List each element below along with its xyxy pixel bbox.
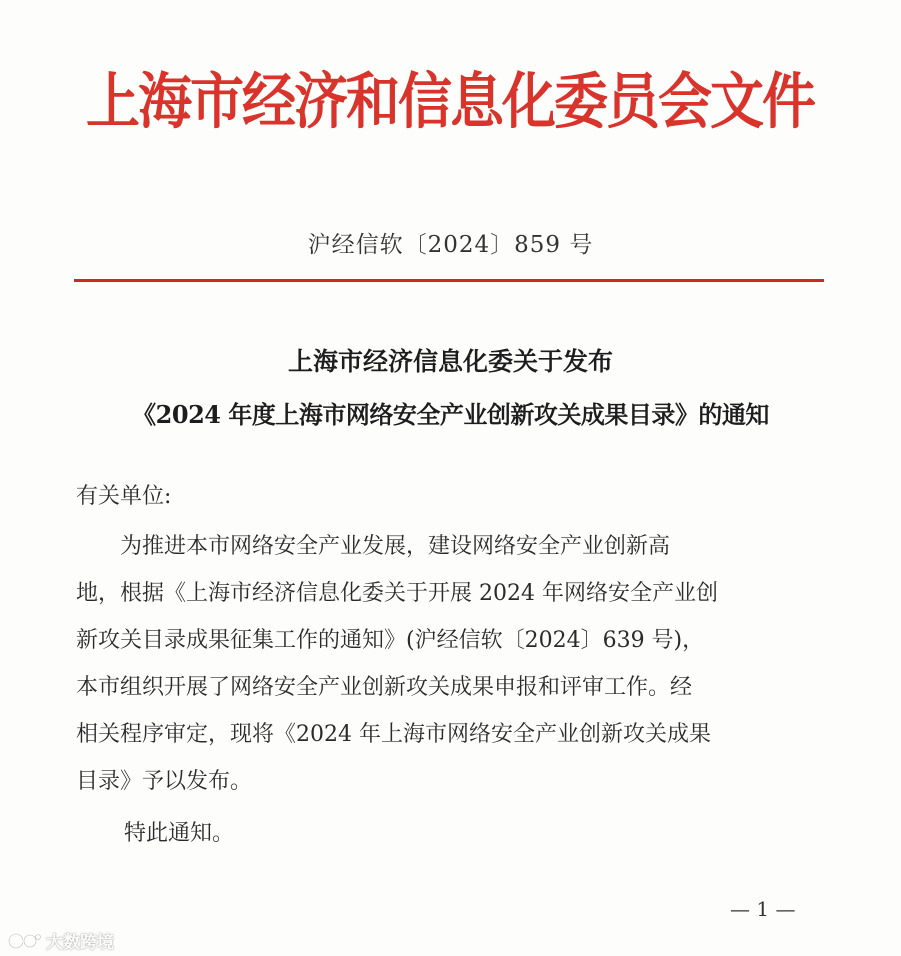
red-divider [74, 279, 824, 282]
notice-title-line-2: 《2024 年度上海市网络安全产业创新攻关成果目录》的通知 [132, 400, 769, 429]
body-line: 新攻关目录成果征集工作的通知》(沪经信软〔2024〕639 号)， [76, 628, 705, 653]
watermark-text: 大数跨境 [46, 933, 114, 953]
document-number: 沪经信软〔2024〕859 号 [307, 232, 594, 258]
notice-title-line-1: 上海市经济信息化委关于发布 [287, 347, 613, 376]
body-line: 目录》予以发布。 [76, 769, 253, 794]
issuer-masthead: 上海市经济和信息化委员会文件 [86, 66, 814, 137]
salutation: 有关单位: [76, 484, 172, 509]
body-line: 本市组织开展了网络安全产业创新攻关成果申报和评审工作。经 [76, 675, 693, 700]
closing-remark: 特此通知。 [124, 821, 235, 846]
watermark [8, 928, 114, 953]
brand-logo-icon [8, 930, 42, 952]
body-line: 地，根据《上海市经济信息化委关于开展 2024 年网络安全产业创 [76, 581, 718, 606]
body-line: 相关程序审定，现将《2024 年上海市网络安全产业创新攻关成果 [76, 722, 711, 747]
page-number: — 1 — [730, 897, 796, 921]
body-line: 为推进本市网络安全产业发展，建设网络安全产业创新高 [76, 534, 671, 559]
